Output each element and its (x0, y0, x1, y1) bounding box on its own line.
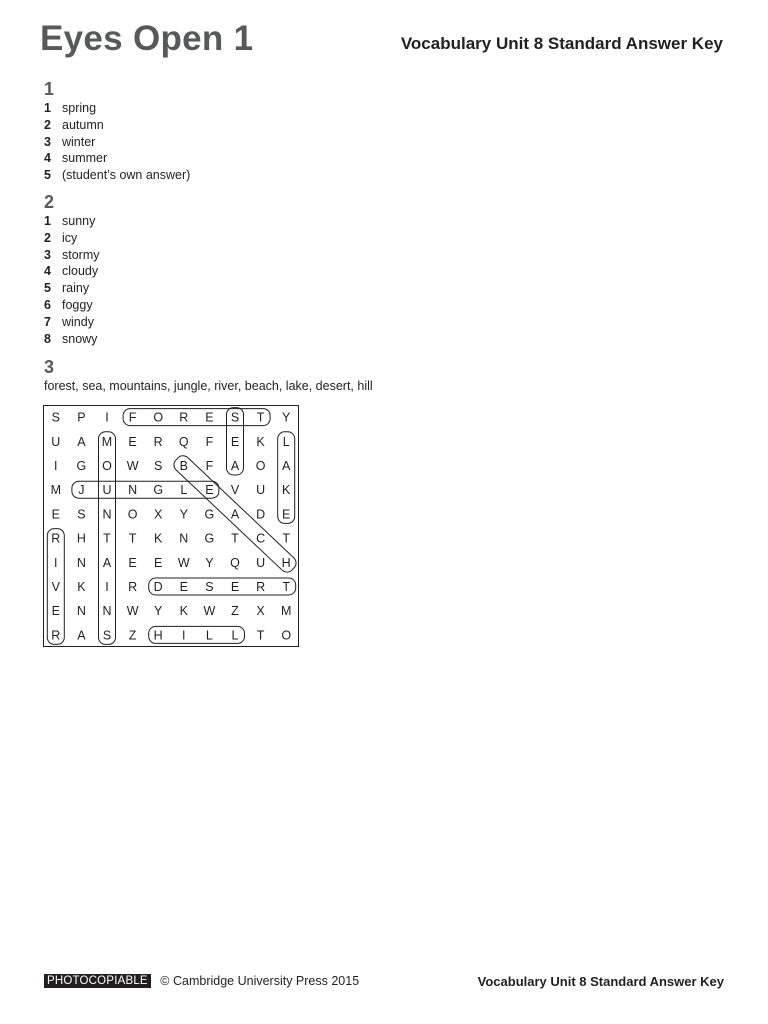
section-3 (44, 356, 373, 394)
grid-letter: R (153, 434, 163, 449)
grid-letter: O (127, 507, 138, 522)
grid-letter: K (77, 580, 86, 594)
grid-letter: R (51, 531, 61, 546)
grid-letter: N (76, 604, 86, 619)
grid-letter: E (205, 410, 214, 425)
grid-letter: W (126, 604, 139, 619)
grid-letter: A (77, 628, 86, 643)
grid-letter: S (230, 410, 240, 425)
item-number: 5 (44, 168, 51, 183)
item-number: 1 (44, 214, 51, 228)
found-word-desert (149, 578, 296, 595)
item-text: summer (62, 151, 108, 166)
item-text: rainy (62, 281, 90, 296)
grid-letter: W (126, 459, 139, 473)
grid-letter: M (50, 483, 62, 498)
grid-letter: O (102, 459, 112, 473)
section-number: 2 (44, 192, 55, 212)
list-item (44, 117, 190, 134)
grid-letter: R (256, 580, 266, 594)
item-text: sunny (62, 214, 96, 228)
list-item (44, 150, 190, 167)
grid-letter: I (54, 555, 58, 570)
item-text: stormy (62, 247, 100, 262)
grid-letter: K (282, 483, 291, 498)
item-text: (student’s own answer) (62, 168, 191, 183)
grid-letter: S (51, 410, 60, 425)
grid-letter: E (51, 604, 60, 619)
section-number: 1 (44, 79, 55, 99)
grid-letter: E (230, 434, 240, 449)
grid-letter: T (256, 410, 265, 425)
grid-letter: W (177, 555, 190, 570)
list-item (44, 280, 100, 297)
section-number: 3 (44, 357, 55, 377)
grid-letter: B (179, 459, 188, 473)
grid-letter: E (179, 580, 188, 594)
grid-letter: T (282, 580, 291, 594)
item-number: 3 (44, 134, 51, 149)
grid-letter: T (231, 531, 239, 546)
grid-letter: E (282, 507, 291, 522)
list-item (44, 167, 190, 184)
item-text: snowy (62, 331, 98, 346)
grid-letter: G (76, 459, 87, 473)
grid-letter: D (153, 580, 163, 594)
grid-letter: O (281, 628, 292, 643)
grid-letter: S (205, 580, 214, 594)
wordsearch-grid (43, 405, 299, 647)
grid-letter: U (102, 483, 112, 498)
grid-letter: T (103, 531, 111, 546)
grid-letter: Y (179, 507, 188, 522)
grid-letter: O (153, 410, 164, 425)
grid-letter: A (77, 434, 86, 449)
list-item (44, 297, 100, 314)
grid-letter: E (128, 434, 137, 449)
grid-letter: K (154, 531, 163, 546)
list-item (44, 230, 100, 247)
grid-letter: D (256, 507, 266, 522)
grid-letter: N (128, 483, 138, 498)
grid-letter: T (128, 531, 137, 546)
grid-letter: F (205, 434, 214, 449)
list-item (44, 247, 100, 264)
list-item (44, 331, 100, 348)
grid-letter: G (204, 507, 215, 522)
grid-letter: R (51, 628, 61, 643)
answer-list (44, 100, 190, 184)
list-item (44, 100, 190, 117)
grid-letter: U (256, 555, 266, 570)
grid-letter: F (128, 410, 137, 425)
copyright-text: © Cambridge University Press 2015 (160, 973, 360, 988)
answer-list (44, 213, 100, 347)
list-item (44, 213, 100, 230)
item-number: 7 (44, 314, 51, 329)
grid-letter: I (105, 410, 109, 425)
section-2 (44, 191, 100, 347)
item-number: 4 (44, 151, 51, 166)
item-text: winter (62, 134, 96, 149)
item-number: 5 (44, 281, 51, 296)
grid-letter: Y (154, 604, 163, 619)
item-number: 6 (44, 297, 51, 312)
grid-letter: A (102, 555, 112, 570)
grid-letter: Z (231, 604, 239, 619)
grid-letter: K (256, 434, 265, 449)
grid-letter: I (54, 459, 58, 473)
grid-letter: J (78, 483, 85, 498)
footer-title: Vocabulary Unit 8 Standard Answer Key (477, 974, 724, 989)
grid-letter: T (282, 531, 291, 546)
item-number: 8 (44, 331, 51, 346)
grid-letter: E (230, 580, 240, 594)
grid-letter: G (153, 483, 164, 498)
found-word-forest (123, 409, 270, 426)
grid-letter: Y (282, 410, 291, 425)
grid-letter: S (102, 628, 112, 643)
item-number: 3 (44, 247, 51, 262)
grid-letter: U (51, 434, 61, 449)
grid-letter: L (282, 434, 290, 449)
item-text: autumn (62, 117, 104, 132)
document-title: Vocabulary Unit 8 Standard Answer Key (400, 34, 723, 53)
grid-letter: N (179, 531, 189, 546)
grid-letter: E (205, 483, 214, 498)
grid-letter: S (77, 507, 86, 522)
grid-letter: A (230, 459, 240, 473)
grid-letter: H (153, 628, 163, 643)
grid-letter: E (154, 555, 163, 570)
footer (44, 973, 724, 993)
item-text: foggy (62, 297, 93, 312)
list-item (44, 263, 100, 280)
photocopiable-badge: PHOTOCOPIABLE (44, 974, 151, 988)
item-text: cloudy (62, 264, 99, 279)
grid-letter: E (128, 555, 137, 570)
grid-letter: A (230, 507, 240, 522)
grid-letter: G (204, 531, 215, 546)
grid-letter: Q (230, 555, 240, 570)
item-number: 4 (44, 264, 51, 279)
item-text: icy (62, 230, 78, 245)
answer-words: forest, sea, mountains, jungle, river, beach, lake, desert, hill (44, 379, 373, 393)
grid-letter: P (77, 410, 86, 425)
grid-letter: M (280, 604, 292, 619)
brand-title: Eyes Open 1 (40, 19, 254, 58)
grid-letter: N (76, 555, 86, 570)
item-number: 2 (44, 117, 51, 132)
grid-letter: L (180, 483, 188, 498)
grid-letter: F (205, 459, 214, 473)
grid-letter: X (154, 507, 163, 522)
grid-letter: R (128, 580, 138, 594)
grid-letter: K (179, 604, 188, 619)
grid-letter: H (281, 555, 291, 570)
list-item (44, 314, 100, 331)
grid-letter: H (76, 531, 86, 546)
grid-letter: R (179, 410, 189, 425)
item-number: 1 (44, 101, 51, 115)
grid-letter: Y (205, 555, 214, 570)
grid-letter: I (182, 628, 186, 643)
grid-letter: O (255, 459, 266, 473)
item-text: spring (62, 101, 97, 115)
grid-letter: S (154, 459, 163, 473)
grid-letter: C (256, 531, 266, 546)
grid-letter: I (105, 580, 109, 594)
grid-letter: E (51, 507, 60, 522)
section-1 (44, 78, 190, 184)
grid-letter: U (256, 483, 266, 498)
found-word-hill (149, 626, 245, 643)
list-item (44, 134, 190, 151)
item-text: windy (62, 314, 94, 329)
grid-letter: N (102, 507, 112, 522)
grid-letter: A (282, 459, 291, 473)
grid-letter: Z (128, 628, 137, 643)
grid-letter: L (205, 628, 213, 643)
grid-letter: M (101, 434, 113, 449)
grid-letter: Q (178, 434, 189, 449)
grid-letter: N (102, 604, 112, 619)
grid-letter: X (256, 604, 265, 619)
grid-letter: W (203, 604, 216, 619)
grid-letter: V (51, 580, 60, 594)
item-number: 2 (44, 230, 51, 245)
grid-letter: V (230, 483, 240, 498)
grid-letter: T (256, 628, 265, 643)
grid-letter: L (231, 628, 239, 643)
